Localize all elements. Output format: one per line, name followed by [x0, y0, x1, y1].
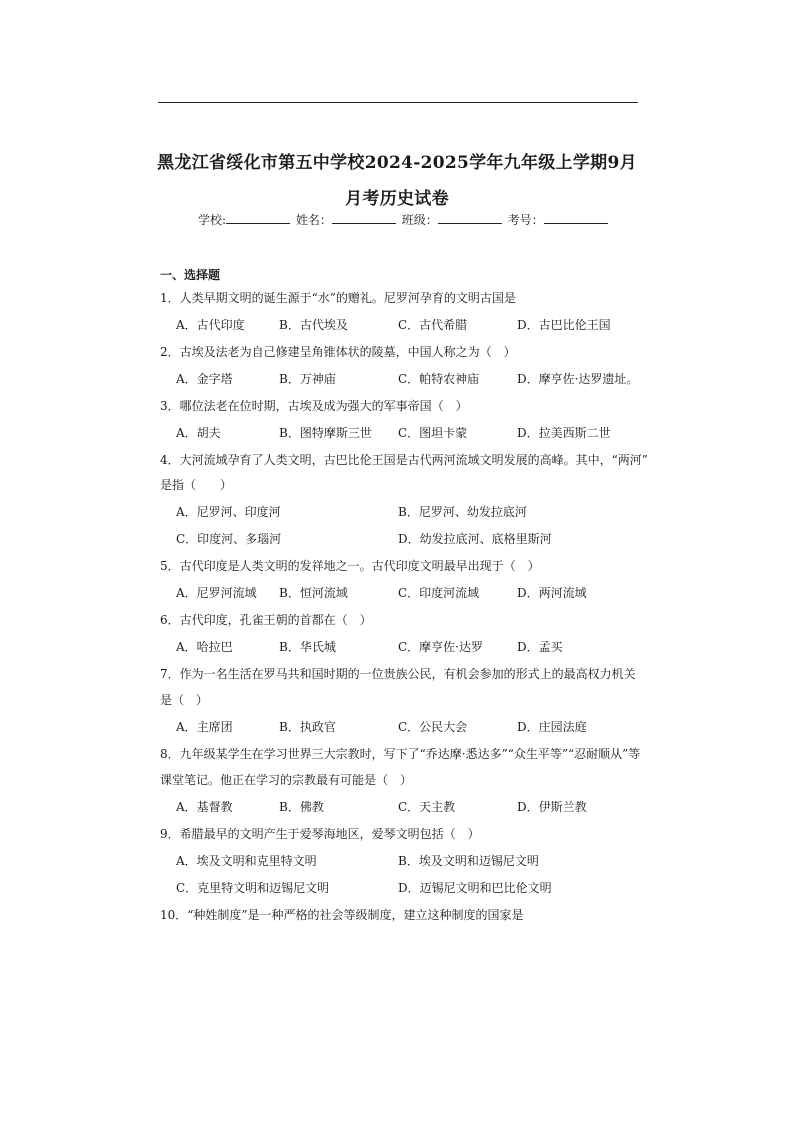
class-label: 班级：: [401, 213, 438, 227]
question-9-option-c: C．克里特文明和迈锡尼文明: [176, 881, 330, 895]
name-blank: [332, 211, 396, 224]
question-6-option-c: C．摩亨佐·达罗: [398, 640, 483, 654]
question-4-stem-line2: 是指（ ）: [160, 478, 233, 492]
student-info-row: [198, 211, 610, 228]
question-1-stem: 1．人类早期文明的诞生源于“水”的赠礼。尼罗河孕育的文明古国是: [160, 291, 516, 305]
question-7-option-b: B．执政官: [279, 720, 336, 734]
number-blank: [544, 211, 608, 224]
question-4-stem-line1: 4．大河流域孕育了人类文明，古巴比伦王国是古代两河流域文明发展的高峰。其中，“两河”: [160, 453, 648, 467]
question-8-option-b: B．佛教: [279, 800, 324, 814]
question-2-option-a: A．金字塔: [176, 372, 233, 386]
question-5-option-d: D．两河流域: [517, 586, 587, 600]
class-blank: [438, 211, 502, 224]
question-8-option-c: C．天主教: [398, 800, 456, 814]
question-5-stem: 5．古代印度是人类文明的发祥地之一。古代印度文明最早出现于（ ）: [160, 559, 540, 573]
question-2-option-b: B．万神庙: [279, 372, 336, 386]
question-3-option-c: C．图坦卡蒙: [398, 426, 468, 440]
question-8-stem-line1: 8．九年级某学生在学习世界三大宗教时，写下了“乔达摩·悉达多”“众生平等”“忍耐顺从”等: [160, 747, 641, 761]
question-4-option-a: A．尼罗河、印度河: [176, 505, 281, 519]
question-8-option-d: D．伊斯兰教: [517, 800, 587, 814]
question-10-stem: 10．“种姓制度”是一种严格的社会等级制度，建立这种制度的国家是: [160, 908, 524, 922]
question-6-option-b: B．华氏城: [279, 640, 336, 654]
question-4-option-b: B．尼罗河、幼发拉底河: [398, 505, 527, 519]
question-2-option-d: D．摩亨佐·达罗遗址。: [517, 372, 639, 386]
question-4-option-d: D．幼发拉底河、底格里斯河: [398, 532, 552, 546]
question-5-option-c: C．印度河流域: [398, 586, 480, 600]
question-3-option-d: D．拉美西斯二世: [517, 426, 611, 440]
exam-title-line1: 黑龙江省绥化市第五中学校2024-2025学年九年级上学期9月: [157, 153, 637, 173]
name-label: 姓名：: [295, 213, 332, 227]
question-6-option-a: A．哈拉巴: [176, 640, 233, 654]
question-7-stem-line1: 7．作为一名生活在罗马共和国时期的一位贵族公民，有机会参加的形式上的最高权力机关: [160, 667, 636, 681]
question-1-option-b: B．古代埃及: [279, 318, 348, 332]
question-7-option-c: C．公民大会: [398, 720, 468, 734]
header-rule: [158, 102, 638, 103]
question-4-option-c: C．印度河、多瑙河: [176, 532, 282, 546]
question-6-option-d: D．孟买: [517, 640, 563, 654]
question-3-option-b: B．图特摩斯三世: [279, 426, 372, 440]
question-2-stem: 2．古埃及法老为自己修建呈角锥体状的陵墓，中国人称之为（ ）: [160, 345, 516, 359]
school-blank: [226, 211, 290, 224]
question-7-option-d: D．庄园法庭: [517, 720, 587, 734]
question-8-stem-line2: 课堂笔记。他正在学习的宗教最有可能是（ ）: [160, 773, 413, 787]
number-label: 考号：: [507, 213, 544, 227]
question-1-option-c: C．古代希腊: [398, 318, 468, 332]
question-3-option-a: A．胡夫: [176, 426, 221, 440]
question-7-option-a: A．主席团: [176, 720, 233, 734]
question-9-stem: 9．希腊最早的文明产生于爱琴海地区，爱琴文明包括（ ）: [160, 827, 480, 841]
question-1-option-a: A．古代印度: [176, 318, 245, 332]
exam-title-line2: 月考历史试卷: [345, 189, 449, 209]
school-label: 学校:: [198, 213, 227, 227]
question-5-option-b: B．恒河流域: [279, 586, 348, 600]
question-5-option-a: A．尼罗河流域: [176, 586, 257, 600]
question-9-option-a: A．埃及文明和克里特文明: [176, 854, 317, 868]
question-6-stem: 6．古代印度，孔雀王朝的首都在（ ）: [160, 613, 372, 627]
question-7-stem-line2: 是（ ）: [160, 693, 209, 707]
question-9-option-d: D．迈锡尼文明和巴比伦文明: [398, 881, 552, 895]
question-1-option-d: D．古巴比伦王国: [517, 318, 611, 332]
question-8-option-a: A．基督教: [176, 800, 233, 814]
question-3-stem: 3．哪位法老在位时期，古埃及成为强大的军事帝国（ ）: [160, 399, 468, 413]
question-9-option-b: B．埃及文明和迈锡尼文明: [398, 854, 539, 868]
question-2-option-c: C．帕特农神庙: [398, 372, 480, 386]
section-title: 一、选择题: [160, 268, 221, 282]
